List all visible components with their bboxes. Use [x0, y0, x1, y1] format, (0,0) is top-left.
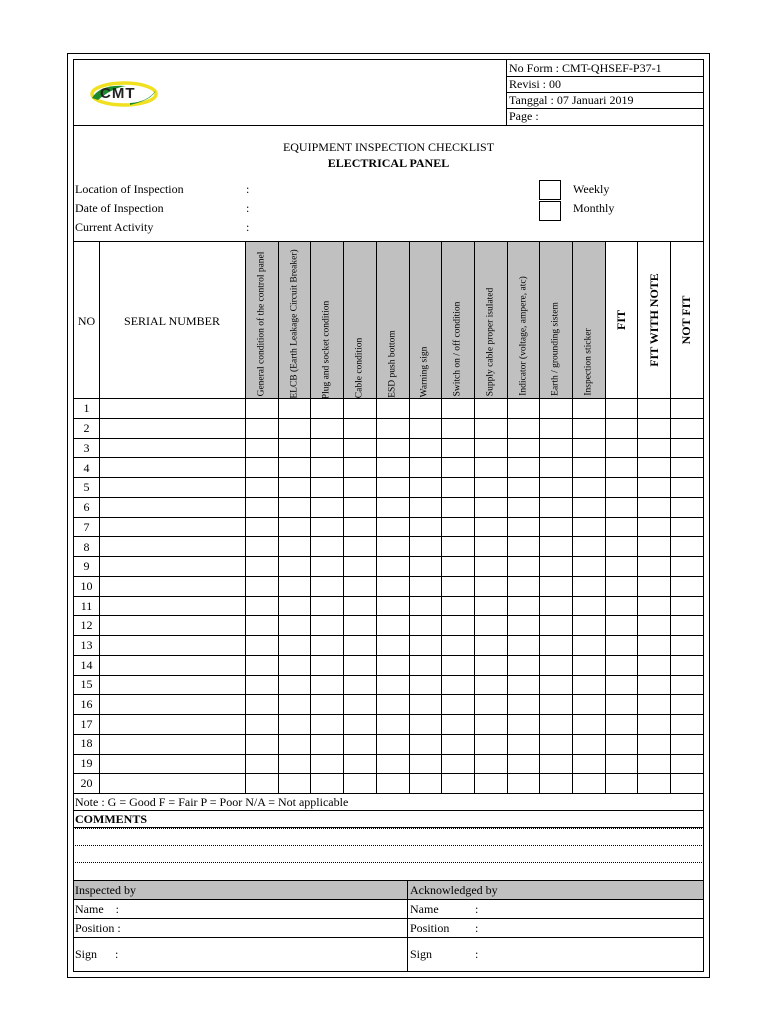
table-column-line [605, 241, 606, 793]
header-divider [73, 125, 704, 126]
row-number: 11 [80, 599, 93, 613]
table-column-line [507, 241, 508, 793]
row-number: 3 [83, 441, 90, 455]
acknowledger-name-field[interactable]: Name [410, 902, 439, 916]
check-header-control-panel: General condition of the control panel [256, 251, 267, 397]
acknowledger-position-sep: : [475, 921, 479, 935]
location-label: Location of Inspection [75, 182, 184, 196]
company-logo [86, 78, 160, 110]
inspector-position-field[interactable]: Position : [75, 921, 121, 935]
table-column-line [670, 241, 671, 793]
document-subtitle: ELECTRICAL PANEL [327, 156, 450, 170]
signoff-divider [407, 880, 408, 972]
comments-dotted-line [73, 862, 704, 863]
row-number: 18 [80, 736, 93, 750]
result-header-not-fit: NOT FIT [679, 295, 693, 345]
table-column-line [245, 241, 246, 793]
table-row-line [73, 457, 704, 458]
table-top-line [73, 241, 704, 242]
table-row-line [73, 438, 704, 439]
table-row-line [73, 694, 704, 695]
inspector-name-field[interactable]: Name : [75, 902, 119, 916]
row-number: 17 [80, 717, 93, 731]
form-page: Page : [509, 109, 539, 123]
table-row-line [73, 596, 704, 597]
table-serial-header: SERIAL NUMBER [124, 314, 220, 328]
table-column-line [637, 241, 638, 793]
table-column-line [343, 241, 344, 793]
row-number: 8 [83, 540, 90, 554]
row-number: 16 [80, 697, 93, 711]
table-row-line [73, 754, 704, 755]
logo-text: CMT [100, 85, 136, 102]
result-header-fit: FIT [614, 309, 628, 331]
row-number: 15 [80, 677, 93, 691]
row-number: 13 [80, 638, 93, 652]
comments-dotted-line [73, 828, 704, 829]
table-row-line [73, 734, 704, 735]
activity-label: Current Activity [75, 220, 154, 234]
table-column-line [441, 241, 442, 793]
form-revision: Revisi : 00 [509, 77, 562, 91]
inspected-by-label: Inspected by [75, 883, 136, 897]
table-row-line [73, 675, 704, 676]
table-header-line [73, 398, 704, 399]
table-row-line [73, 556, 704, 557]
table-row-line [73, 615, 704, 616]
table-column-line [409, 241, 410, 793]
row-number: 14 [80, 658, 93, 672]
weekly-label: Weekly [573, 182, 610, 196]
table-column-line [474, 241, 475, 793]
table-row-line [73, 418, 704, 419]
form-date: Tanggal : 07 Januari 2019 [509, 93, 634, 107]
row-number: 20 [80, 776, 93, 790]
comments-top-line [73, 810, 704, 811]
table-column-line [539, 241, 540, 793]
table-row-line [73, 793, 704, 794]
table-row-line [73, 576, 704, 577]
acknowledger-sign-field[interactable]: Sign [410, 947, 433, 961]
check-header-cable: Cable condition [354, 337, 365, 399]
check-header-sticker: Inspection sticker [583, 328, 594, 396]
table-row-line [73, 655, 704, 656]
row-number: 2 [83, 421, 90, 435]
table-row-line [73, 517, 704, 518]
table-row-line [73, 497, 704, 498]
comments-dotted-line [73, 845, 704, 846]
check-header-switch: Switch on / off condition [452, 301, 463, 397]
row-number: 10 [80, 579, 93, 593]
signoff-line [73, 918, 704, 919]
check-header-elcb: ELCB (Earth Leakage Circuit Breaker) [289, 249, 300, 399]
comments-label: COMMENTS [75, 812, 147, 826]
table-column-line [376, 241, 377, 793]
date-sep: : [246, 201, 250, 215]
monthly-checkbox[interactable] [539, 201, 561, 221]
row-number: 5 [83, 480, 90, 494]
row-number: 6 [83, 500, 90, 514]
signoff-line [73, 899, 704, 900]
table-column-line [278, 241, 279, 793]
acknowledger-position-field[interactable]: Position [410, 921, 450, 935]
table-row-line [73, 536, 704, 537]
row-number: 9 [83, 559, 90, 573]
table-row-line [73, 635, 704, 636]
acknowledger-name-sep: : [475, 902, 479, 916]
acknowledged-by-label: Acknowledged by [410, 883, 498, 897]
table-row-line [73, 477, 704, 478]
check-header-plug-socket: Plug and socket condition [321, 300, 332, 400]
signoff-line [73, 880, 704, 881]
table-row-line [73, 773, 704, 774]
row-number: 4 [83, 461, 90, 475]
legend-note: Note : G = Good F = Fair P = Poor N/A = Not applicable [75, 795, 349, 809]
table-column-line [572, 241, 573, 793]
monthly-label: Monthly [573, 201, 615, 215]
signoff-header-bar [74, 881, 703, 899]
row-number: 1 [83, 401, 90, 415]
check-header-esd: ESD push bottom [387, 330, 398, 398]
check-header-supply-cable: Supply cable proper isulated [485, 287, 496, 397]
location-sep: : [246, 182, 250, 196]
signoff-line [73, 937, 704, 938]
inspector-sign-field[interactable]: Sign : [75, 947, 119, 961]
row-number: 7 [83, 520, 90, 534]
activity-sep: : [246, 220, 250, 234]
document-title: EQUIPMENT INSPECTION CHECKLIST [282, 140, 495, 154]
check-header-indicator: Indicator (voltage, ampere, atc) [518, 276, 529, 396]
acknowledger-sign-sep: : [475, 947, 479, 961]
row-number: 19 [80, 756, 93, 770]
date-label: Date of Inspection [75, 201, 164, 215]
check-header-earth: Earth / grounding sistem [550, 302, 561, 396]
result-header-fit-with-note: FIT WITH NOTE [647, 273, 661, 367]
table-row-line [73, 714, 704, 715]
weekly-checkbox[interactable] [539, 180, 561, 200]
table-column-line [310, 241, 311, 793]
table-no-header: NO [77, 314, 96, 328]
row-number: 12 [80, 618, 93, 632]
check-header-warning-sign: Warning sign [419, 346, 430, 398]
form-number: No Form : CMT-QHSEF-P37-1 [509, 61, 662, 75]
